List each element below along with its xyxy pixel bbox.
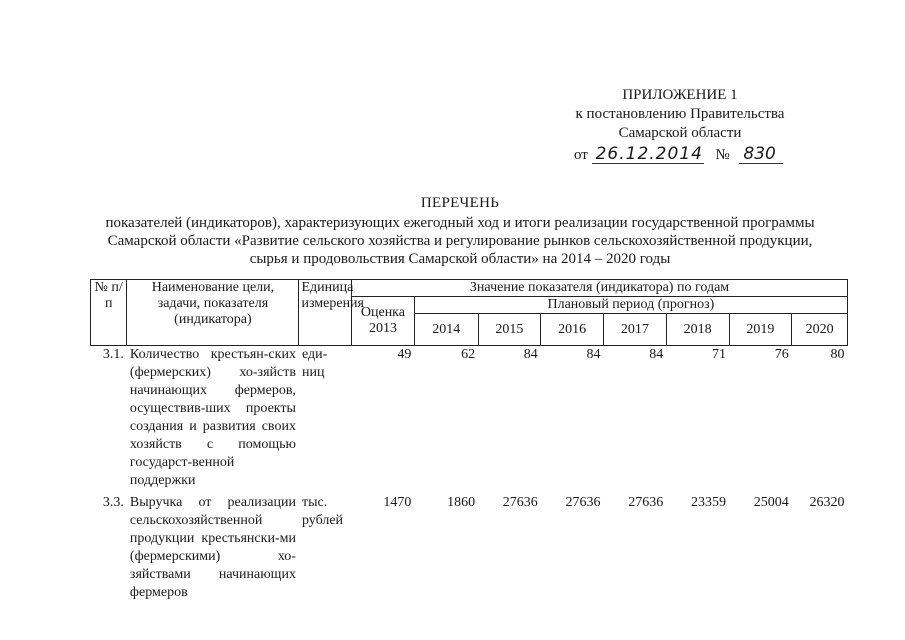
date-prefix: от <box>574 147 588 163</box>
row-value: 49 <box>397 347 412 362</box>
row-value: 23359 <box>691 495 726 510</box>
heading-line-3: сырья и продовольствия Самарской области» на 2014 – 2020 годы <box>249 251 671 267</box>
header-year: 2016 <box>541 314 604 346</box>
header-year: 2014 <box>414 314 478 346</box>
row-number: 3.3. <box>102 495 124 510</box>
row-value: 62 <box>461 347 476 362</box>
header-year: 2020 <box>792 314 848 346</box>
header-unit: Единица измерения <box>299 280 352 346</box>
appendix-line-region: Самарской области <box>618 125 742 141</box>
row-value: 84 <box>649 347 664 362</box>
row-value: 25004 <box>753 495 789 510</box>
indicators-table <box>90 279 848 602</box>
header-name: Наименование цели, задачи, показателя (индикатора) <box>127 280 299 346</box>
heading-line-1: показателей (индикаторов), характеризующих ежегодный ход и итоги реализации государственной программы <box>105 215 815 231</box>
row-value: 1860 <box>447 495 476 510</box>
header-num: № п/п <box>91 280 127 346</box>
row-value: 84 <box>523 347 538 362</box>
handwritten-number: 830 <box>739 146 783 164</box>
row-value: 84 <box>586 347 601 362</box>
header-year: 2018 <box>666 314 729 346</box>
table-row <box>91 346 848 495</box>
header-year: 2019 <box>729 314 792 346</box>
appendix-line-resolution: к постановлению Правительства <box>575 106 785 122</box>
heading-line-2: Самарской области «Развитие сельского хозяйства и регулирование рынков сельскохозяйственной продукции, <box>107 233 813 249</box>
header-estimate: Оценка 2013 <box>352 297 415 346</box>
row-indicator-name: Количество крестьян-ских (фермерских) хо-зяйств начинающих фермеров, осуществив-ших проекты создания и развития своих хозяйств с помощью государст-венной поддержки <box>129 347 296 488</box>
row-value: 71 <box>712 347 726 362</box>
appendix-block <box>560 86 800 165</box>
row-value: 1470 <box>383 495 412 510</box>
header-plan-group: Плановый период (прогноз) <box>414 297 847 314</box>
header-value-group: Значение показателя (индикатора) по годам <box>352 280 848 297</box>
document-heading <box>90 194 830 268</box>
row-value: 27636 <box>502 495 538 510</box>
row-value: 80 <box>830 347 845 362</box>
heading-title: ПЕРЕЧЕНЬ <box>420 195 500 211</box>
row-indicator-name: Выручка от реализации сельскохозяйственной продукции крестьянски-ми (фермерскими) хо-зяйствами начинающих фермеров <box>129 495 296 600</box>
row-value: 76 <box>774 347 789 362</box>
handwritten-date: 26.12.2014 <box>592 146 704 164</box>
row-value: 27636 <box>565 495 601 510</box>
row-unit: еди-ниц <box>301 347 328 380</box>
appendix-title: ПРИЛОЖЕНИЕ 1 <box>622 87 738 103</box>
header-year: 2015 <box>478 314 541 346</box>
row-unit: тыс. рублей <box>301 495 344 528</box>
row-number: 3.1. <box>102 347 124 362</box>
number-label: № <box>715 147 730 163</box>
header-year: 2017 <box>604 314 667 346</box>
table-row <box>91 494 848 602</box>
row-value: 26320 <box>809 495 845 510</box>
appendix-date-number-line <box>560 146 800 165</box>
row-value: 27636 <box>628 495 664 510</box>
